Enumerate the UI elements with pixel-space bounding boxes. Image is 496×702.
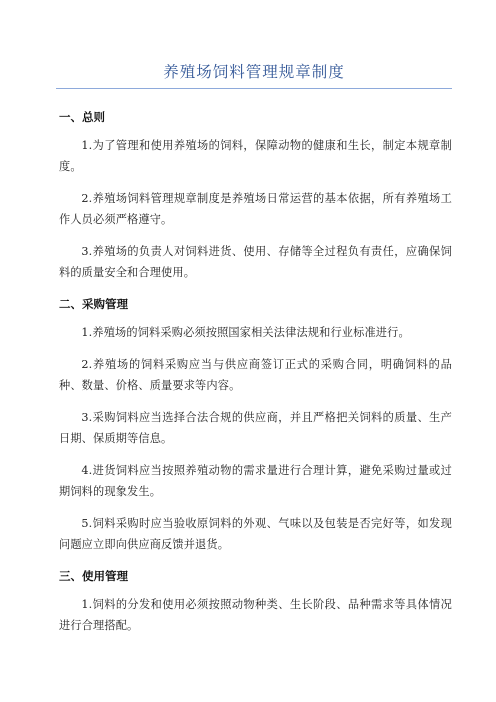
paragraph: 2.养殖场饲料管理规章制度是养殖场日常运营的基本依据，所有养殖场工作人员必须严格遵守。 — [59, 192, 452, 226]
paragraph: 3.养殖场的负责人对饲料进货、使用、存储等全过程负有责任，应确保饲料的质量安全和合理使用。 — [59, 245, 452, 279]
section-heading-usage: 三、使用管理 — [59, 569, 128, 583]
paragraph: 2.养殖场的饲料采购应当与供应商签订正式的采购合同，明确饲料的品种、数量、价格、质量要求等内容。 — [59, 358, 452, 392]
paragraph: 5.饲料采购时应当验收原饲料的外观、气味以及包装是否完好等，如发现问题应立即向供应商反馈并退货。 — [59, 517, 452, 551]
document-title: 养殖场饲料管理规章制度 — [56, 62, 452, 89]
paragraph: 1.养殖场的饲料采购必须按照国家相关法律法规和行业标准进行。 — [81, 326, 410, 339]
paragraph: 1.为了管理和使用养殖场的饲料，保障动物的健康和生长，制定本规章制度。 — [59, 139, 452, 173]
paragraph: 1.饲料的分发和使用必须按照动物种类、生长阶段、品种需求等具体情况进行合理搭配。 — [59, 598, 452, 632]
paragraph: 4.进货饲料应当按照养殖动物的需求量进行合理计算，避免采购过量或过期饲料的现象发生。 — [59, 464, 452, 498]
section-heading-procurement: 二、采购管理 — [59, 297, 128, 311]
paragraph: 3.采购饲料应当选择合法合规的供应商，并且严格把关饲料的质量、生产日期、保质期等信息。 — [59, 411, 452, 445]
section-heading-general: 一、总则 — [59, 110, 105, 124]
